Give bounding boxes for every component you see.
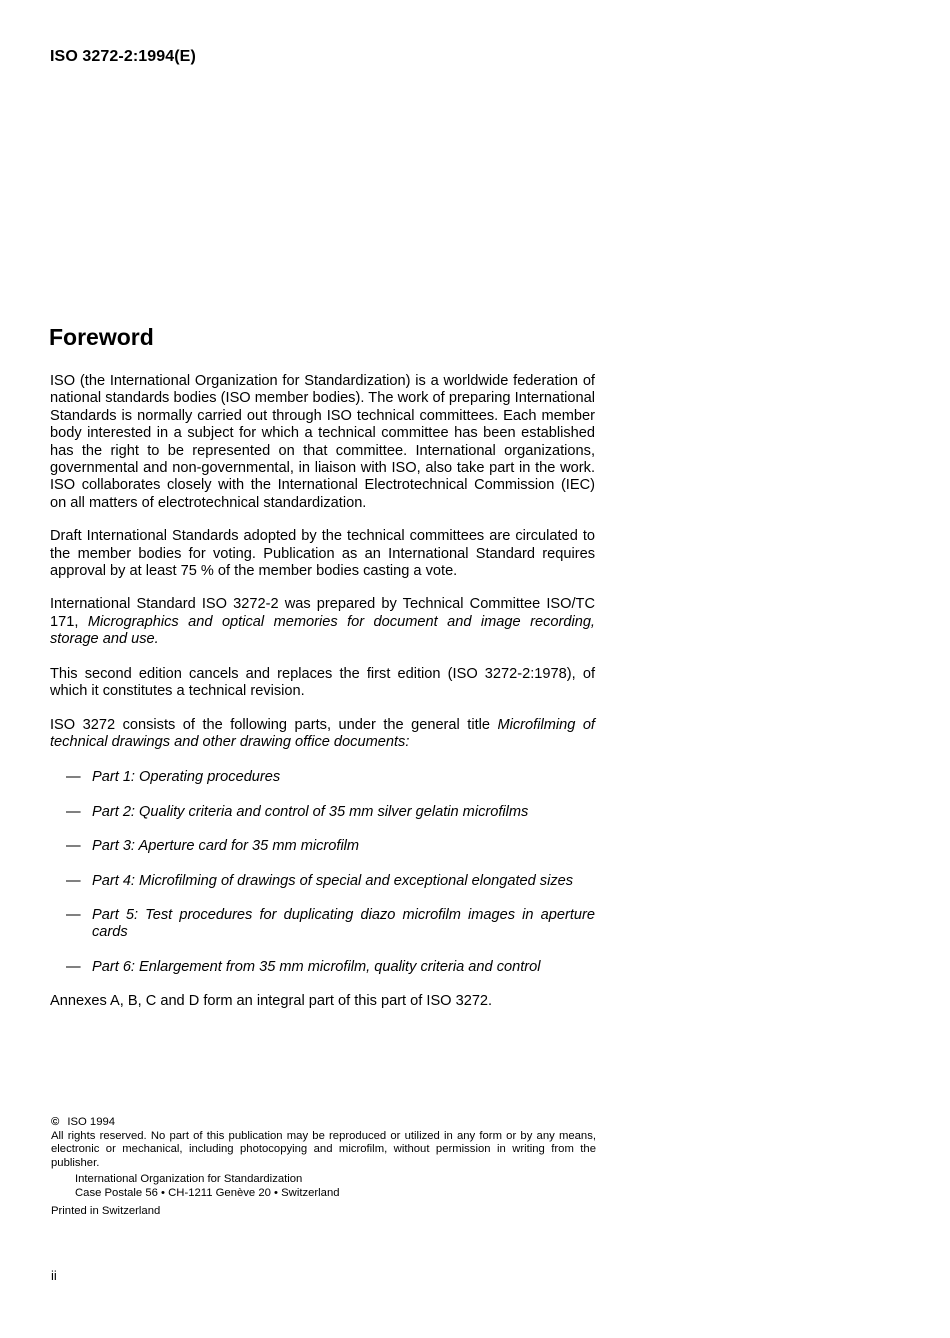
dash-marker: — — [66, 769, 81, 786]
dash-marker: — — [66, 838, 81, 855]
part-title: Part 6: Enlargement from 35 mm microfilm, quality criteria and control — [92, 958, 541, 975]
list-item — [50, 959, 595, 976]
annex-note: Annexes A, B, C and D form an integral part of this part of ISO 3272. — [50, 993, 493, 1010]
printed-in: Printed in Switzerland — [51, 1204, 161, 1217]
page-number: ii — [51, 1268, 57, 1283]
list-item — [50, 838, 595, 855]
copyright-text: ISO 1994 — [67, 1116, 116, 1128]
foreword-body — [50, 373, 595, 1011]
list-item — [50, 804, 595, 821]
part-title: Part 5: Test procedures for duplicating diazo microfilm images in aperture cards — [92, 906, 595, 941]
part-title: Part 1: Operating procedures — [92, 769, 281, 786]
list-item — [50, 907, 595, 942]
committee-title: Micrographics and optical memories for document and image recording, storage and use. — [50, 613, 595, 648]
dash-marker: — — [66, 958, 81, 975]
prepared-text: International Standard ISO 3272-2 was prepared by Technical Committee ISO/TC 171, — [50, 596, 595, 630]
parts-list — [50, 769, 595, 976]
general-title: Microfilming of technical drawings and other drawing office documents: — [50, 716, 595, 750]
paragraph-edition: This second edition cancels and replaces the first edition (ISO 3272-2:1978), of which it constitutes a technical revision. — [50, 665, 595, 700]
dash-marker: — — [66, 906, 81, 923]
publisher-address — [75, 1173, 596, 1200]
part-title: Part 3: Aperture card for 35 mm microfilm — [92, 838, 360, 855]
organization-name: International Organization for Standardization — [75, 1173, 303, 1186]
part-title: Part 4: Microfilming of drawings of special and exceptional elongated sizes — [92, 872, 574, 889]
parts-intro-text: ISO 3272 consists of the following parts, under the general title — [50, 716, 498, 733]
part-title: Part 2: Quality criteria and control of 35 mm silver gelatin microfilms — [92, 803, 529, 820]
postal-address: Case Postale 56 • CH-1211 Genève 20 • Switzerland — [75, 1186, 340, 1199]
copyright-icon: © — [51, 1116, 60, 1128]
document-code: ISO 3272-2:1994(E) — [50, 48, 196, 65]
paragraph-draft-standards: Draft International Standards adopted by the technical committees are circulated to the member bodies for voting. Publication as an International Standard requires approval by at least 75 % of the member bodies casting a vote. — [50, 528, 595, 580]
paragraph-prepared-by — [50, 596, 595, 648]
copyright-block — [51, 1116, 596, 1218]
dash-marker: — — [66, 803, 81, 820]
paragraph-iso-intro: ISO (the International Organization for Standardization) is a worldwide federation of national standards bodies (ISO member bodies). The work of preparing International Standards is normally carried out through ISO technical committees. Each member body interested in a subject for which a technical committee has been established has the right to be represented on that committee. International organizations, governmental and non-governmental, in liaison with ISO, also take part in the work. ISO collaborates closely with the International Electrotechnical Commission (IEC) on all matters of electrotechnical standardization. — [50, 373, 595, 511]
list-item — [50, 873, 595, 890]
page-title: Foreword — [49, 324, 154, 350]
list-item — [50, 769, 595, 786]
dash-marker: — — [66, 872, 81, 889]
copyright-line — [51, 1116, 596, 1130]
rights-statement: All rights reserved. No part of this publication may be reproduced or utilized in any form or by any means, electronic or mechanical, including photocopying and microfilm, without permission in writing from the publisher. — [51, 1129, 596, 1169]
paragraph-parts-intro — [50, 717, 595, 752]
